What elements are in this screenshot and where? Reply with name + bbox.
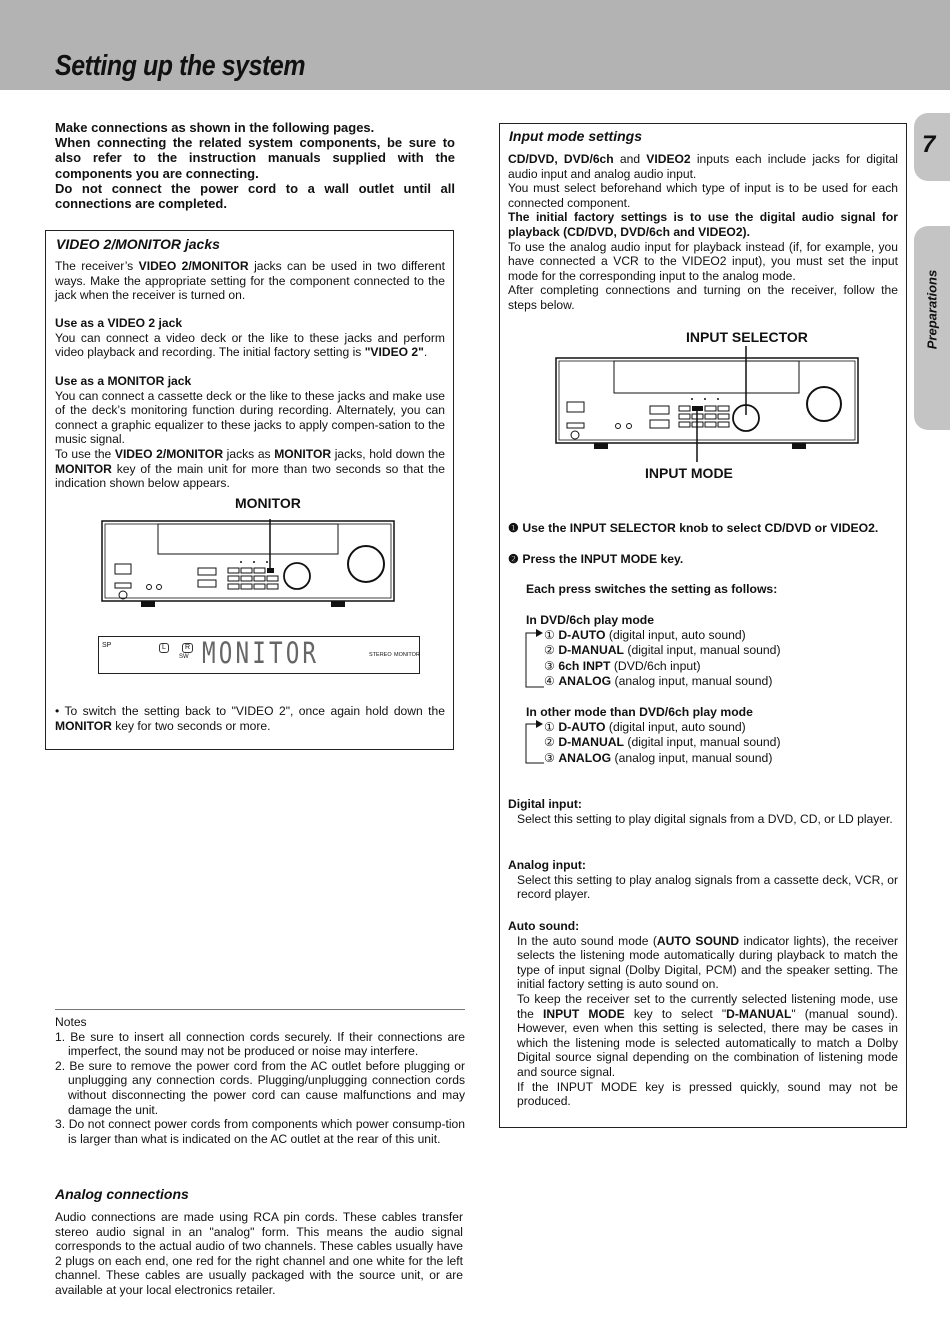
video2-heading: VIDEO 2/MONITOR jacks xyxy=(56,236,220,252)
step-2-number: ❷ xyxy=(508,552,519,566)
notes-divider xyxy=(55,1009,465,1010)
use-video2-heading: Use as a VIDEO 2 jack xyxy=(55,316,183,330)
digital-input-section: Digital input: Select this setting to play digital signals from a DVD, CD, or LD player. xyxy=(508,797,898,826)
list-item: ① D-AUTO (digital input, auto sound) xyxy=(544,628,746,642)
intro-line: Do not connect the power cord to a wall outlet until all connections are completed. xyxy=(55,180,455,212)
list-item: ② D-MANUAL (digital input, manual sound) xyxy=(544,735,781,750)
list-item: ④ ANALOG (analog input, manual sound) xyxy=(544,673,773,688)
dvd-mode-list xyxy=(544,628,781,689)
list-item: ① D-AUTO (digital input, auto sound) xyxy=(544,720,746,734)
video2-intro-paragraph: The receiver’s VIDEO 2/MONITOR jacks can be used in two different ways. Make the appropriate setting for the component connected to the jack when the receiver is turned on. xyxy=(55,259,445,303)
use-video2-section: Use as a VIDEO 2 jack You can connect a video deck or the like to these jacks and perform video playback and recording. The initial factory setting is "VIDEO 2". xyxy=(55,316,445,360)
list-item: ③ ANALOG (analog input, manual sound) xyxy=(544,750,773,765)
page-title: Setting up the system xyxy=(55,50,306,82)
display-sp-indicator: SP xyxy=(102,642,112,649)
auto-sound-heading: Auto sound: xyxy=(508,919,580,933)
receiver-front-panel-diagram-input xyxy=(554,346,864,466)
each-press-text: Each press switches the setting as follows: xyxy=(526,582,778,596)
display-l-indicator: L xyxy=(159,643,169,653)
display-text: MONITOR xyxy=(202,636,320,670)
receiver-front-panel-diagram-monitor xyxy=(101,519,401,611)
intro-text xyxy=(55,120,455,211)
page-number: 7 xyxy=(922,131,936,158)
other-mode-heading: In other mode than DVD/6ch play mode xyxy=(526,705,753,719)
step-2: ❷ Press the INPUT MODE key. xyxy=(508,552,684,566)
analog-heading: Analog connections xyxy=(55,1186,189,1202)
note-item: 3. Do not connect power cords from components which power consump-tion is larger than what is indicated on the AC outlet at the rear of this unit. xyxy=(55,1117,465,1146)
notes-heading: Notes xyxy=(55,1015,87,1029)
input-selector-label: INPUT SELECTOR xyxy=(686,329,808,345)
input-mode-label: INPUT MODE xyxy=(645,465,733,481)
note-item: 2. Be sure to remove the power cord from the AC outlet before plugging or unplugging any connection cords. Plugging/unplugging connection cords without disconnecting the power cord can cause malfunctions and may damage the unit. xyxy=(55,1058,465,1117)
notes-section xyxy=(55,1015,465,1146)
display-monitor-indicator: MONITOR xyxy=(394,652,420,658)
analog-text: Audio connections are made using RCA pin cords. These cables transfer stereo audio signal in an "analog" form. This means the audio signal corresponds to the actual audio of two channels. These cables usually have 2 plugs on each end, one red for the right channel and one white for the left channel. These cables are usually packaged with the source unit, or are available at your local electronics retailer. xyxy=(55,1210,463,1297)
monitor-diagram-label: MONITOR xyxy=(235,495,301,511)
input-mode-intro: CD/DVD, DVD/6ch and VIDEO2 inputs each include jacks for digital audio input and analog audio input. You must select beforehand which type of input is to be used for each connected component. The initial factory settings is to use the digital audio signal for playback (CD/DVD, DVD/6ch and VIDEO2). To use the analog audio input for playback instead (if, for example, you have connected a VCR to the VIDEO2 input), you must set the input mode for the corresponding input to the analog mode. After completing connections and turning on the receiver, follow the steps below. xyxy=(508,152,898,312)
step-1-number: ❶ xyxy=(508,521,519,535)
analog-input-heading: Analog input: xyxy=(508,858,586,872)
list-item: ② D-MANUAL (digital input, manual sound) xyxy=(544,643,781,658)
intro-line: Make connections as shown in the following pages. xyxy=(55,120,375,135)
input-mode-heading: Input mode settings xyxy=(509,128,642,144)
use-monitor-heading: Use as a MONITOR jack xyxy=(55,374,192,388)
use-monitor-section: Use as a MONITOR jack You can connect a cassette deck or the like to these jacks and make use of the deck’s monitoring function during recording. Alternately, you can connect a graphic equalizer to these jacks to apply compen-sation to the music signal. To use the VIDEO 2/MONITOR jacks as MONITOR jacks, hold down the MONITOR key of the main unit for more than two seconds so that the indication shown below appears. xyxy=(55,374,445,491)
video2-monitor-box xyxy=(45,230,454,750)
display-sw-indicator: SW xyxy=(179,654,189,660)
analog-input-section: Analog input: Select this setting to play analog signals from a cassette deck, VCR, or record player. xyxy=(508,858,898,902)
section-tab-label: Preparations xyxy=(924,269,940,350)
note-item: 1. Be sure to insert all connection cords securely. If their connections are imperfect, the sound may not be produced or noise may interfere. xyxy=(55,1029,465,1059)
intro-line: When connecting the related system components, be sure to also refer to the instruction manuals supplied with the components you are connecting. xyxy=(55,135,455,181)
other-mode-list xyxy=(544,720,781,766)
display-r-indicator: R xyxy=(182,643,193,653)
switch-back-note: • To switch the setting back to "VIDEO 2", once again hold down the MONITOR key for two seconds or more. xyxy=(55,704,445,733)
section-tab xyxy=(914,226,950,430)
step-1: ❶ Use the INPUT SELECTOR knob to select CD/DVD or VIDEO2. xyxy=(508,521,879,535)
list-item: ③ 6ch INPT (DVD/6ch input) xyxy=(544,658,701,673)
input-mode-box xyxy=(499,123,907,1128)
auto-sound-section: Auto sound: In the auto sound mode (AUTO SOUND indicator lights), the receiver selects the listening mode automatically during playback to match the type of input signal (Dolby Digital, PCM) and the speaker setting. The initial factory setting is auto sound on. To keep the receiver set to the currently selected listening mode, use the INPUT MODE key to select "D-MANUAL" (manual sound). However, even when this setting is selected, there may be cases in which the listening mode is selected automatically to match a Dolby Digital source signal depending on the combination of listening mode and source signal. If the INPUT MODE key is pressed quickly, sound may not be produced. xyxy=(508,919,898,1109)
dvd-mode-heading: In DVD/6ch play mode xyxy=(526,613,654,627)
display-stereo-indicator: STEREO xyxy=(369,652,392,658)
page-number-tab xyxy=(914,113,950,181)
digital-input-heading: Digital input: xyxy=(508,797,582,811)
monitor-display-panel xyxy=(98,636,420,674)
